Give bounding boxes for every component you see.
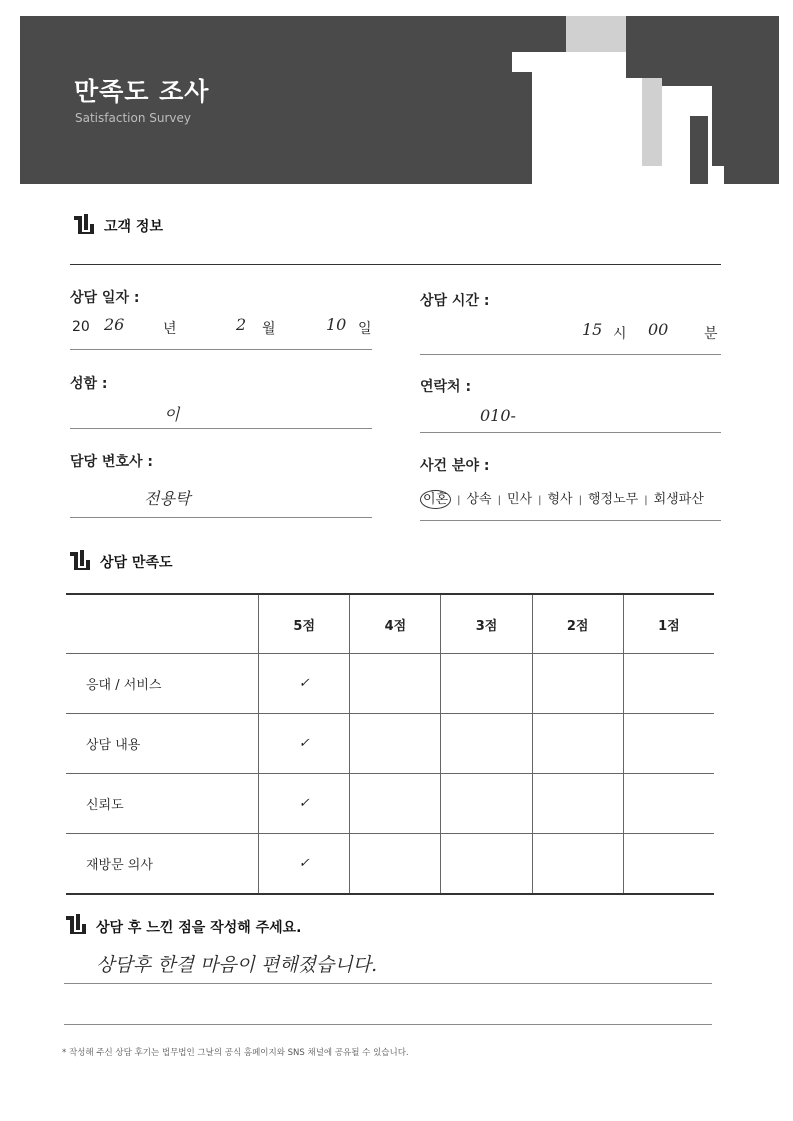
table-corner	[66, 594, 259, 654]
rating-cell[interactable]	[623, 774, 714, 834]
rating-cell[interactable]	[623, 654, 714, 714]
year-value[interactable]: 26	[104, 315, 125, 334]
time-underline	[420, 354, 721, 355]
logo-mark-icon	[512, 16, 752, 184]
page-subtitle: Satisfaction Survey	[75, 111, 191, 125]
table-header-row	[66, 594, 714, 654]
hour-value[interactable]: 15	[582, 320, 603, 339]
date-underline	[70, 349, 372, 350]
contact-label: 연락처 :	[420, 379, 472, 395]
rating-cell[interactable]	[441, 654, 532, 714]
table-row	[66, 774, 714, 834]
day-value[interactable]: 10	[326, 315, 347, 334]
rating-cell-checked[interactable]: ✓	[259, 654, 350, 714]
row-label: 재방문 의사	[66, 834, 259, 895]
rating-cell[interactable]	[441, 834, 532, 895]
case-field-label: 사건 분야 :	[420, 458, 490, 474]
col-2: 2점	[532, 594, 623, 654]
rating-cell[interactable]	[441, 714, 532, 774]
section-logo-icon	[68, 548, 92, 572]
case-field-underline	[420, 520, 721, 521]
rating-cell-checked[interactable]: ✓	[259, 714, 350, 774]
row-label: 응대 / 서비스	[66, 654, 259, 714]
table-row	[66, 714, 714, 774]
consult-time-label: 상담 시간 :	[420, 293, 490, 309]
section-title-customer: 고객 정보	[104, 219, 163, 235]
year-unit: 년	[163, 321, 177, 337]
footnote: * 작성해 주신 상담 후기는 법무법인 그날의 공식 홈페이지와 SNS 채널에 공유될 수 있습니다.	[62, 1048, 409, 1058]
case-option-civil[interactable]: 민사	[507, 492, 533, 507]
name-value[interactable]: 이	[164, 405, 180, 424]
rating-cell[interactable]	[350, 714, 441, 774]
rating-cell[interactable]	[350, 654, 441, 714]
hour-unit: 시	[613, 326, 627, 342]
case-option-bankruptcy[interactable]: 회생파산	[653, 492, 704, 507]
case-option-admin-labor[interactable]: 행정노무	[588, 492, 639, 507]
rating-cell[interactable]	[441, 774, 532, 834]
month-value[interactable]: 2	[236, 315, 247, 334]
rating-cell[interactable]	[350, 834, 441, 895]
table-row	[66, 654, 714, 714]
case-field-options: 이혼 | 상속 | 민사 | 형사 | 행정노무 | 회생파산	[420, 488, 704, 507]
feedback-line-1	[64, 983, 712, 984]
contact-underline	[420, 432, 721, 433]
year-prefix: 20	[72, 319, 90, 335]
section-logo-icon	[64, 912, 88, 936]
rating-cell[interactable]	[532, 834, 623, 895]
month-unit: 월	[262, 321, 276, 337]
header-banner	[20, 16, 779, 184]
col-4: 4점	[350, 594, 441, 654]
rating-cell-checked[interactable]: ✓	[259, 834, 350, 895]
minute-unit: 분	[704, 326, 718, 342]
rating-cell[interactable]	[532, 654, 623, 714]
col-1: 1점	[623, 594, 714, 654]
lawyer-value[interactable]: 전용탁	[144, 489, 191, 508]
section-divider	[70, 264, 721, 265]
minute-value[interactable]: 00	[648, 320, 669, 339]
col-5: 5점	[259, 594, 350, 654]
page-title: 만족도 조사	[74, 77, 210, 106]
rating-cell[interactable]	[350, 774, 441, 834]
table-row	[66, 834, 714, 895]
satisfaction-table	[66, 593, 714, 895]
day-unit: 일	[358, 321, 372, 337]
col-3: 3점	[441, 594, 532, 654]
row-label: 상담 내용	[66, 714, 259, 774]
contact-value[interactable]: 010-	[480, 406, 516, 425]
case-option-criminal[interactable]: 형사	[547, 492, 573, 507]
case-option-divorce[interactable]: 이혼	[420, 490, 451, 509]
rating-cell[interactable]	[532, 714, 623, 774]
rating-cell-checked[interactable]: ✓	[259, 774, 350, 834]
rating-cell[interactable]	[623, 714, 714, 774]
name-label: 성함 :	[70, 376, 108, 392]
lawyer-label: 담당 변호사 :	[70, 454, 153, 470]
feedback-answer[interactable]: 상담후 한결 마음이 편해졌습니다.	[96, 954, 378, 976]
row-label: 신뢰도	[66, 774, 259, 834]
rating-cell[interactable]	[623, 834, 714, 895]
section-title-satisfaction: 상담 만족도	[100, 555, 173, 571]
section-logo-icon	[72, 212, 96, 236]
lawyer-underline	[70, 517, 372, 518]
consult-date-label: 상담 일자 :	[70, 290, 140, 306]
feedback-line-2	[64, 1024, 712, 1025]
name-underline	[70, 428, 372, 429]
case-option-inheritance[interactable]: 상속	[466, 492, 492, 507]
rating-cell[interactable]	[532, 774, 623, 834]
section-title-feedback: 상담 후 느낀 점을 작성해 주세요.	[96, 920, 302, 936]
